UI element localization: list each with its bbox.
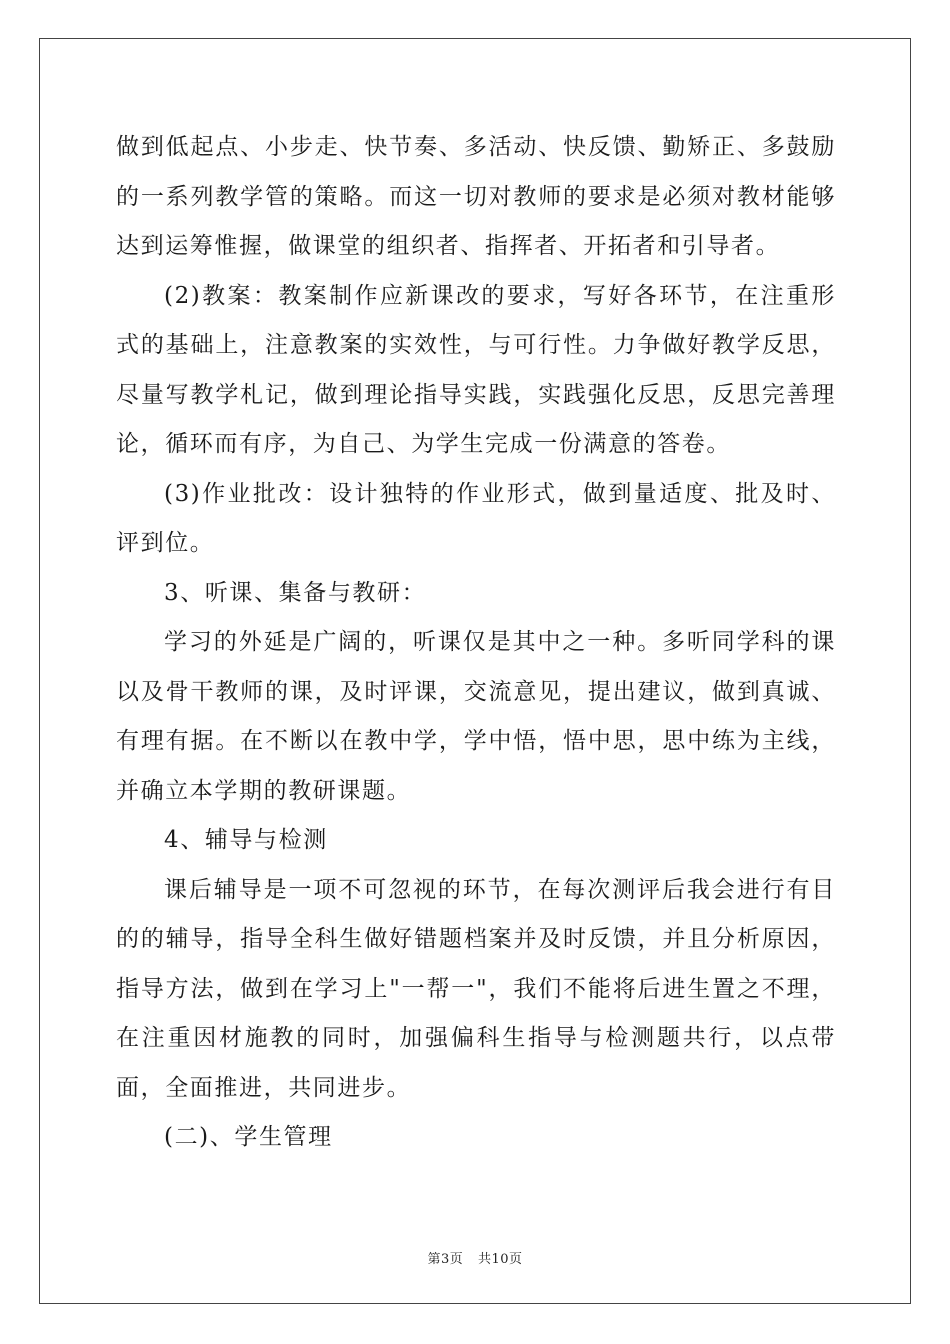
- paragraph-7: 课后辅导是一项不可忽视的环节，在每次测评后我会进行有目的的辅导，指导全科生做好错题档案并及时反馈，并且分析原因，指导方法，做到在学习上"一帮一"，我们不能将后进生置之不理，在注重因材施教的同时，加强偏科生指导与检测题共行，以点带面，全面推进，共同进步。: [116, 876, 836, 1101]
- document-body: [116, 123, 836, 1163]
- paragraph-5: 学习的外延是广阔的，听课仅是其中之一种。多听同学科的课以及骨干教师的课，及时评课，交流意见，提出建议，做到真诚、有理有据。在不断以在教中学，学中悟，悟中思，思中练为主线，并确立本学期的教研课题。: [116, 629, 836, 804]
- section-heading-listening: 3、听课、集备与教研：: [164, 579, 427, 606]
- paragraph-1: 做到低起点、小步走、快节奏、多活动、快反馈、勤矫正、多鼓励的一系列教学管的策略。而这一切对教师的要求是必须对教材能够达到运筹惟握，做课堂的组织者、指挥者、开拓者和引导者。: [116, 134, 836, 259]
- page-total: 共10页: [477, 1252, 523, 1267]
- paragraph-3: (3)作业批改：设计独特的作业形式，做到量适度、批及时、评到位。: [116, 480, 836, 556]
- paragraph-2: (2)教案：教案制作应新课改的要求，写好各环节，在注重形式的基础上，注意教案的实效性，与可行性。力争做好教学反思，尽量写教学札记，做到理论指导实践，实践强化反思，反思完善理论，循环而有序，为自己、为学生完成一份满意的答卷。: [116, 282, 836, 457]
- page-footer: [0, 1248, 950, 1267]
- page-number: 第3页: [427, 1252, 464, 1267]
- section-heading-student-management: (二)、学生管理: [164, 1124, 333, 1150]
- section-heading-tutoring: 4、辅导与检测: [164, 827, 328, 853]
